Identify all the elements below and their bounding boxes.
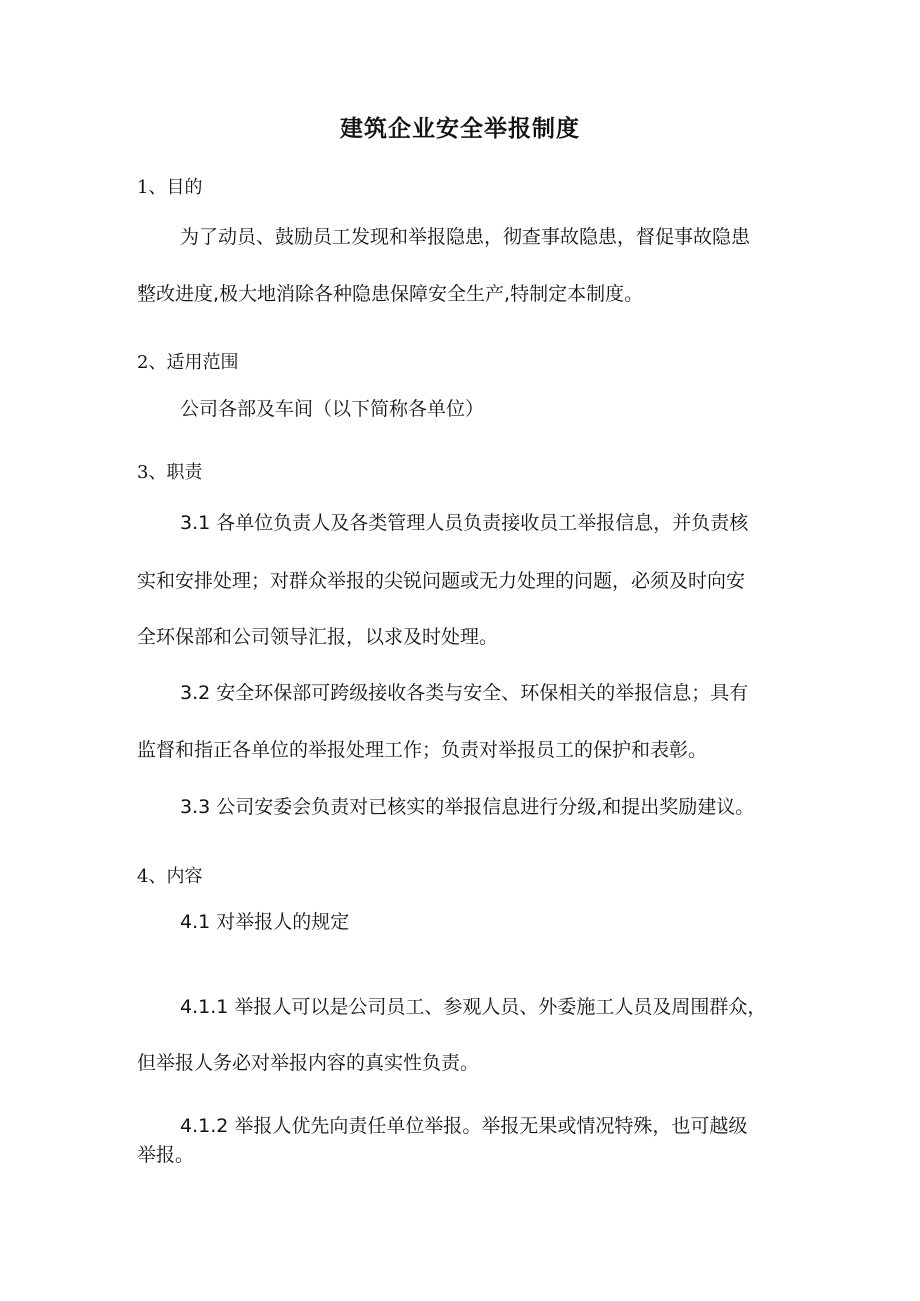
document-title: 建筑企业安全举报制度: [340, 115, 580, 142]
paragraph-line: 全环保部和公司领导汇报，以求及时处理。: [137, 626, 499, 648]
subsection-heading: 4.1 对举报人的规定: [180, 911, 350, 933]
paragraph-line: 3.3 公司安委会负责对已核实的举报信息进行分级,和提出奖励建议。: [180, 796, 755, 818]
section-heading-purpose: 1、目的: [137, 177, 203, 198]
paragraph-line: 监督和指正各单位的举报处理工作；负责对举报员工的保护和表彰。: [137, 739, 708, 761]
paragraph-line: 整改进度,极大地消除各种隐患保障安全生产,特制定本制度。: [137, 283, 644, 305]
paragraph-line: 3.2 安全环保部可跨级接收各类与安全、环保相关的举报信息；具有: [180, 682, 749, 704]
section-heading-responsibilities: 3、职责: [137, 462, 203, 483]
paragraph-line: 4.1.1 举报人可以是公司员工、参观人员、外委施工人员及周围群众，: [180, 996, 767, 1018]
section-heading-content: 4、内容: [137, 866, 203, 887]
paragraph-line: 为了动员、鼓励员工发现和举报隐患，彻查事故隐患，督促事故隐患: [180, 226, 751, 248]
section-heading-scope: 2、适用范围: [137, 352, 239, 373]
paragraph-line: 实和安排处理；对群众举报的尖锐问题或无力处理的问题，必须及时向安: [137, 570, 746, 592]
paragraph-line: 公司各部及车间（以下简称各单位）: [180, 398, 485, 420]
paragraph-line: 3.1 各单位负责人及各类管理人员负责接收员工举报信息，并负责核: [180, 512, 749, 534]
paragraph-line: 举报。: [137, 1144, 195, 1166]
paragraph-line: 但举报人务必对举报内容的真实性负责。: [137, 1052, 480, 1074]
paragraph-line: 4.1.2 举报人优先向责任单位举报。举报无果或情况特殊，也可越级: [180, 1115, 748, 1137]
